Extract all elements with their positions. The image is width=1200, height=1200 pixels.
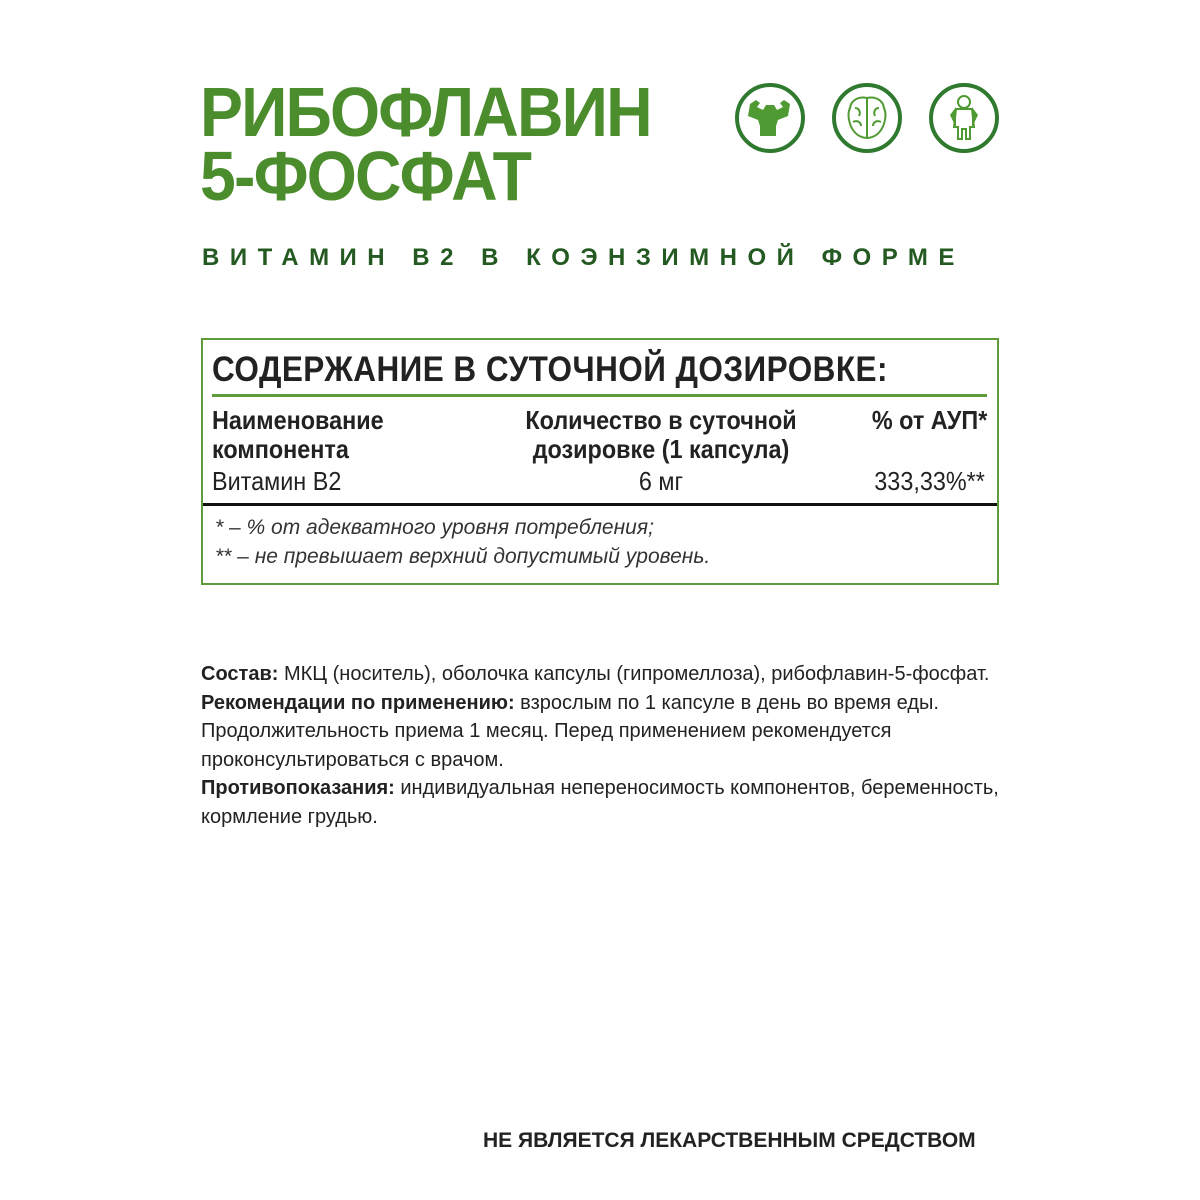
- table-heading: СОДЕРЖАНИЕ В СУТОЧНОЙ ДОЗИРОВКЕ:: [212, 350, 888, 389]
- contra-label: Противопоказания:: [201, 777, 395, 799]
- cell-percent: 333,33%**: [874, 466, 985, 496]
- header-line: Наименование: [212, 405, 384, 435]
- contraindications: [201, 774, 1001, 831]
- column-header-percent: [872, 406, 987, 435]
- body-icon: [929, 83, 999, 153]
- heading-divider: [212, 394, 987, 397]
- usage-text: взрослым по 1 капсуле в день во время еды. Продолжительность приема 1 месяц. Перед применением рекомендуется проконсультироваться с врачом.: [201, 691, 939, 771]
- title-line-1: РИБОФЛАВИН: [200, 73, 651, 151]
- table-divider: [203, 503, 997, 506]
- column-header-name: [212, 406, 384, 464]
- product-info: [201, 660, 1001, 831]
- daily-dose-table: [201, 338, 999, 585]
- muscle-icon: [735, 83, 805, 153]
- header-line: Количество в суточной: [525, 405, 797, 435]
- composition-label: Состав:: [201, 663, 279, 685]
- composition-text: МКЦ (носитель), оболочка капсулы (гипромеллоза), рибофлавин-5-фосфат.: [278, 663, 990, 685]
- usage-label: Рекомендации по применению:: [201, 691, 515, 714]
- subtitle: ВИТАМИН В2 В КОЭНЗИМНОЙ ФОРМЕ: [202, 244, 965, 271]
- header-line: компонента: [212, 434, 349, 464]
- footnote-2: ** – не превышает верхний допустимый уровень.: [215, 545, 711, 568]
- cell-name: Витамин В2: [212, 466, 342, 496]
- brain-icon: [832, 83, 902, 153]
- benefit-icons: [735, 83, 999, 153]
- column-header-amount: [499, 406, 823, 464]
- header-line: дозировке (1 капсула): [532, 434, 790, 464]
- footnote-1: * – % от адекватного уровня потребления;: [215, 516, 654, 539]
- cell-amount: 6 мг: [638, 466, 684, 496]
- disclaimer: НЕ ЯВЛЯЕТСЯ ЛЕКАРСТВЕННЫМ СРЕДСТВОМ: [483, 1129, 976, 1152]
- product-title: [200, 73, 651, 215]
- usage: [201, 689, 1001, 775]
- contra-text: индивидуальная непереносимость компонентов, беременность, кормление грудью.: [201, 777, 999, 828]
- title-line-2: 5-ФОСФАТ: [200, 137, 531, 215]
- header-line: % от АУП*: [871, 405, 987, 435]
- composition: [201, 660, 1001, 689]
